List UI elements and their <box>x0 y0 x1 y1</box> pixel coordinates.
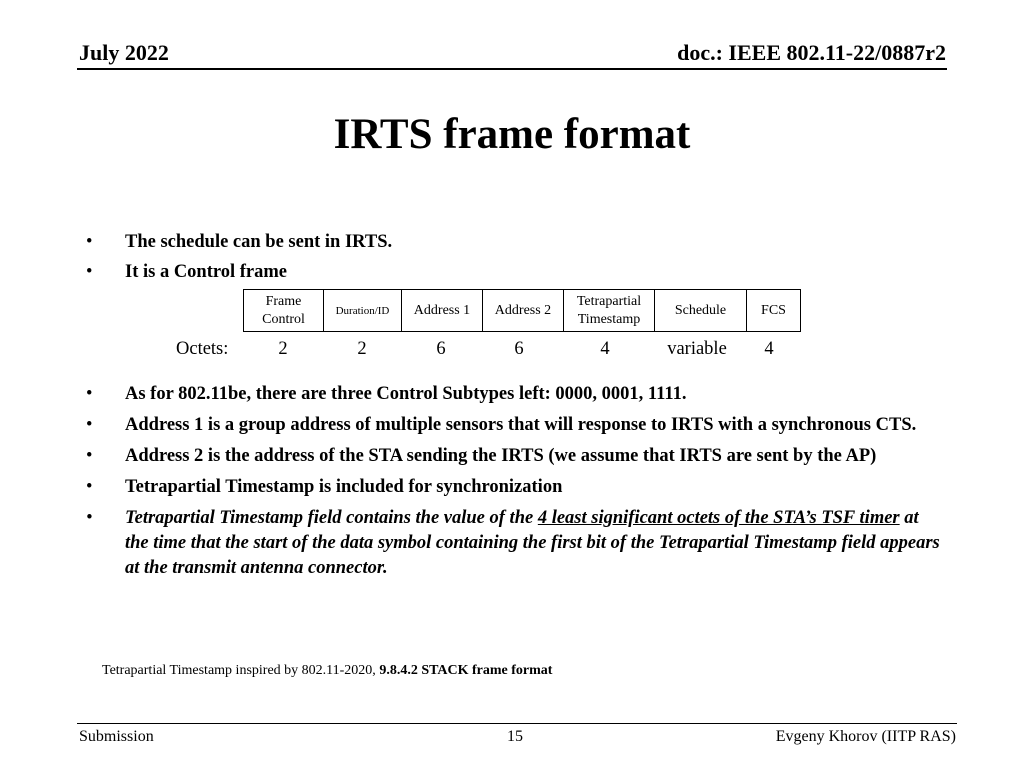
bullet-text: Address 2 is the address of the STA sending the IRTS (we assume that IRTS are sent by the AP) <box>125 446 877 466</box>
bullet-dot: • <box>86 262 93 282</box>
octets-value: variable <box>667 339 727 359</box>
bullet-item <box>80 230 940 255</box>
footer-page-number: 15 <box>507 728 523 745</box>
bullet-item <box>80 260 940 285</box>
footer-rule <box>77 723 957 724</box>
octets-value: 2 <box>278 339 288 359</box>
field-line: Duration/ID <box>335 304 390 317</box>
bullet-dot: • <box>86 446 93 466</box>
bullet-dot: • <box>86 508 93 528</box>
bullet-item <box>80 413 940 438</box>
bullet-item-italic <box>80 506 940 581</box>
field-line: Tetrapartial <box>576 293 642 309</box>
octets-value: 6 <box>514 339 524 359</box>
footnote-bold-text: 9.8.4.2 STACK frame format <box>379 663 553 678</box>
field-tetrapartial-timestamp <box>564 290 655 332</box>
bullet-item <box>80 382 940 407</box>
field-line: FCS <box>761 302 786 318</box>
bullet-dot: • <box>86 384 93 404</box>
field-schedule <box>655 290 747 332</box>
bullet-text: As for 802.11be, there are three Control Subtypes left: 0000, 0001, 1111. <box>125 384 687 404</box>
bullet-text: It is a Control frame <box>125 262 288 282</box>
bullet-text: Address 1 is a group address of multiple sensors that will response to IRTS with a synchronous CTS. <box>125 415 917 435</box>
footnote-text: Tetrapartial Timestamp inspired by 802.11-2020, <box>102 663 380 678</box>
octets-value: 2 <box>357 339 367 359</box>
field-fcs <box>747 290 801 332</box>
field-frame-control <box>244 290 324 332</box>
field-line: Schedule <box>674 302 727 318</box>
footnote <box>102 663 552 679</box>
footer-submission: Submission <box>79 728 154 745</box>
field-line: Control <box>262 311 305 327</box>
frame-fields-row <box>244 290 801 332</box>
header-rule <box>77 68 947 70</box>
header-date: July 2022 <box>79 40 169 65</box>
octets-value: 6 <box>436 339 446 359</box>
bullet-text: at the time that the start of the data symbol containing the first bit of the Tetrapartial Timestamp field appears at the transmit antenna connector. <box>125 508 940 578</box>
bullet-item <box>80 475 940 500</box>
top-bullet-list <box>80 230 940 290</box>
octets-value: 4 <box>764 339 774 359</box>
bullet-item <box>80 444 940 469</box>
header-doc-id: doc.: IEEE 802.11-22/0887r2 <box>677 40 946 65</box>
slide-title: IRTS frame format <box>333 111 691 158</box>
bullet-text: Tetrapartial Timestamp is included for synchronization <box>125 477 563 497</box>
footer-author: Evgeny Khorov (IITP RAS) <box>775 728 956 745</box>
field-address-1 <box>402 290 483 332</box>
field-duration-id <box>324 290 402 332</box>
bullet-text: The schedule can be sent in IRTS. <box>125 232 393 252</box>
frame-format-table <box>243 289 801 332</box>
bullet-text: Tetrapartial Timestamp field contains the value of the <box>125 508 538 528</box>
bullet-dot: • <box>86 415 93 435</box>
octets-value: 4 <box>600 339 610 359</box>
field-address-2 <box>483 290 564 332</box>
field-line: Address 1 <box>413 302 471 318</box>
field-line: Address 2 <box>494 302 552 318</box>
bullet-underlined-text: 4 least significant octets of the STA’s TSF timer <box>537 508 900 528</box>
octets-label: Octets: <box>176 339 229 359</box>
bottom-bullet-list <box>80 382 940 587</box>
field-line: Timestamp <box>577 311 641 327</box>
bullet-dot: • <box>86 232 93 252</box>
field-line: Frame <box>265 293 302 309</box>
bullet-dot: • <box>86 477 93 497</box>
